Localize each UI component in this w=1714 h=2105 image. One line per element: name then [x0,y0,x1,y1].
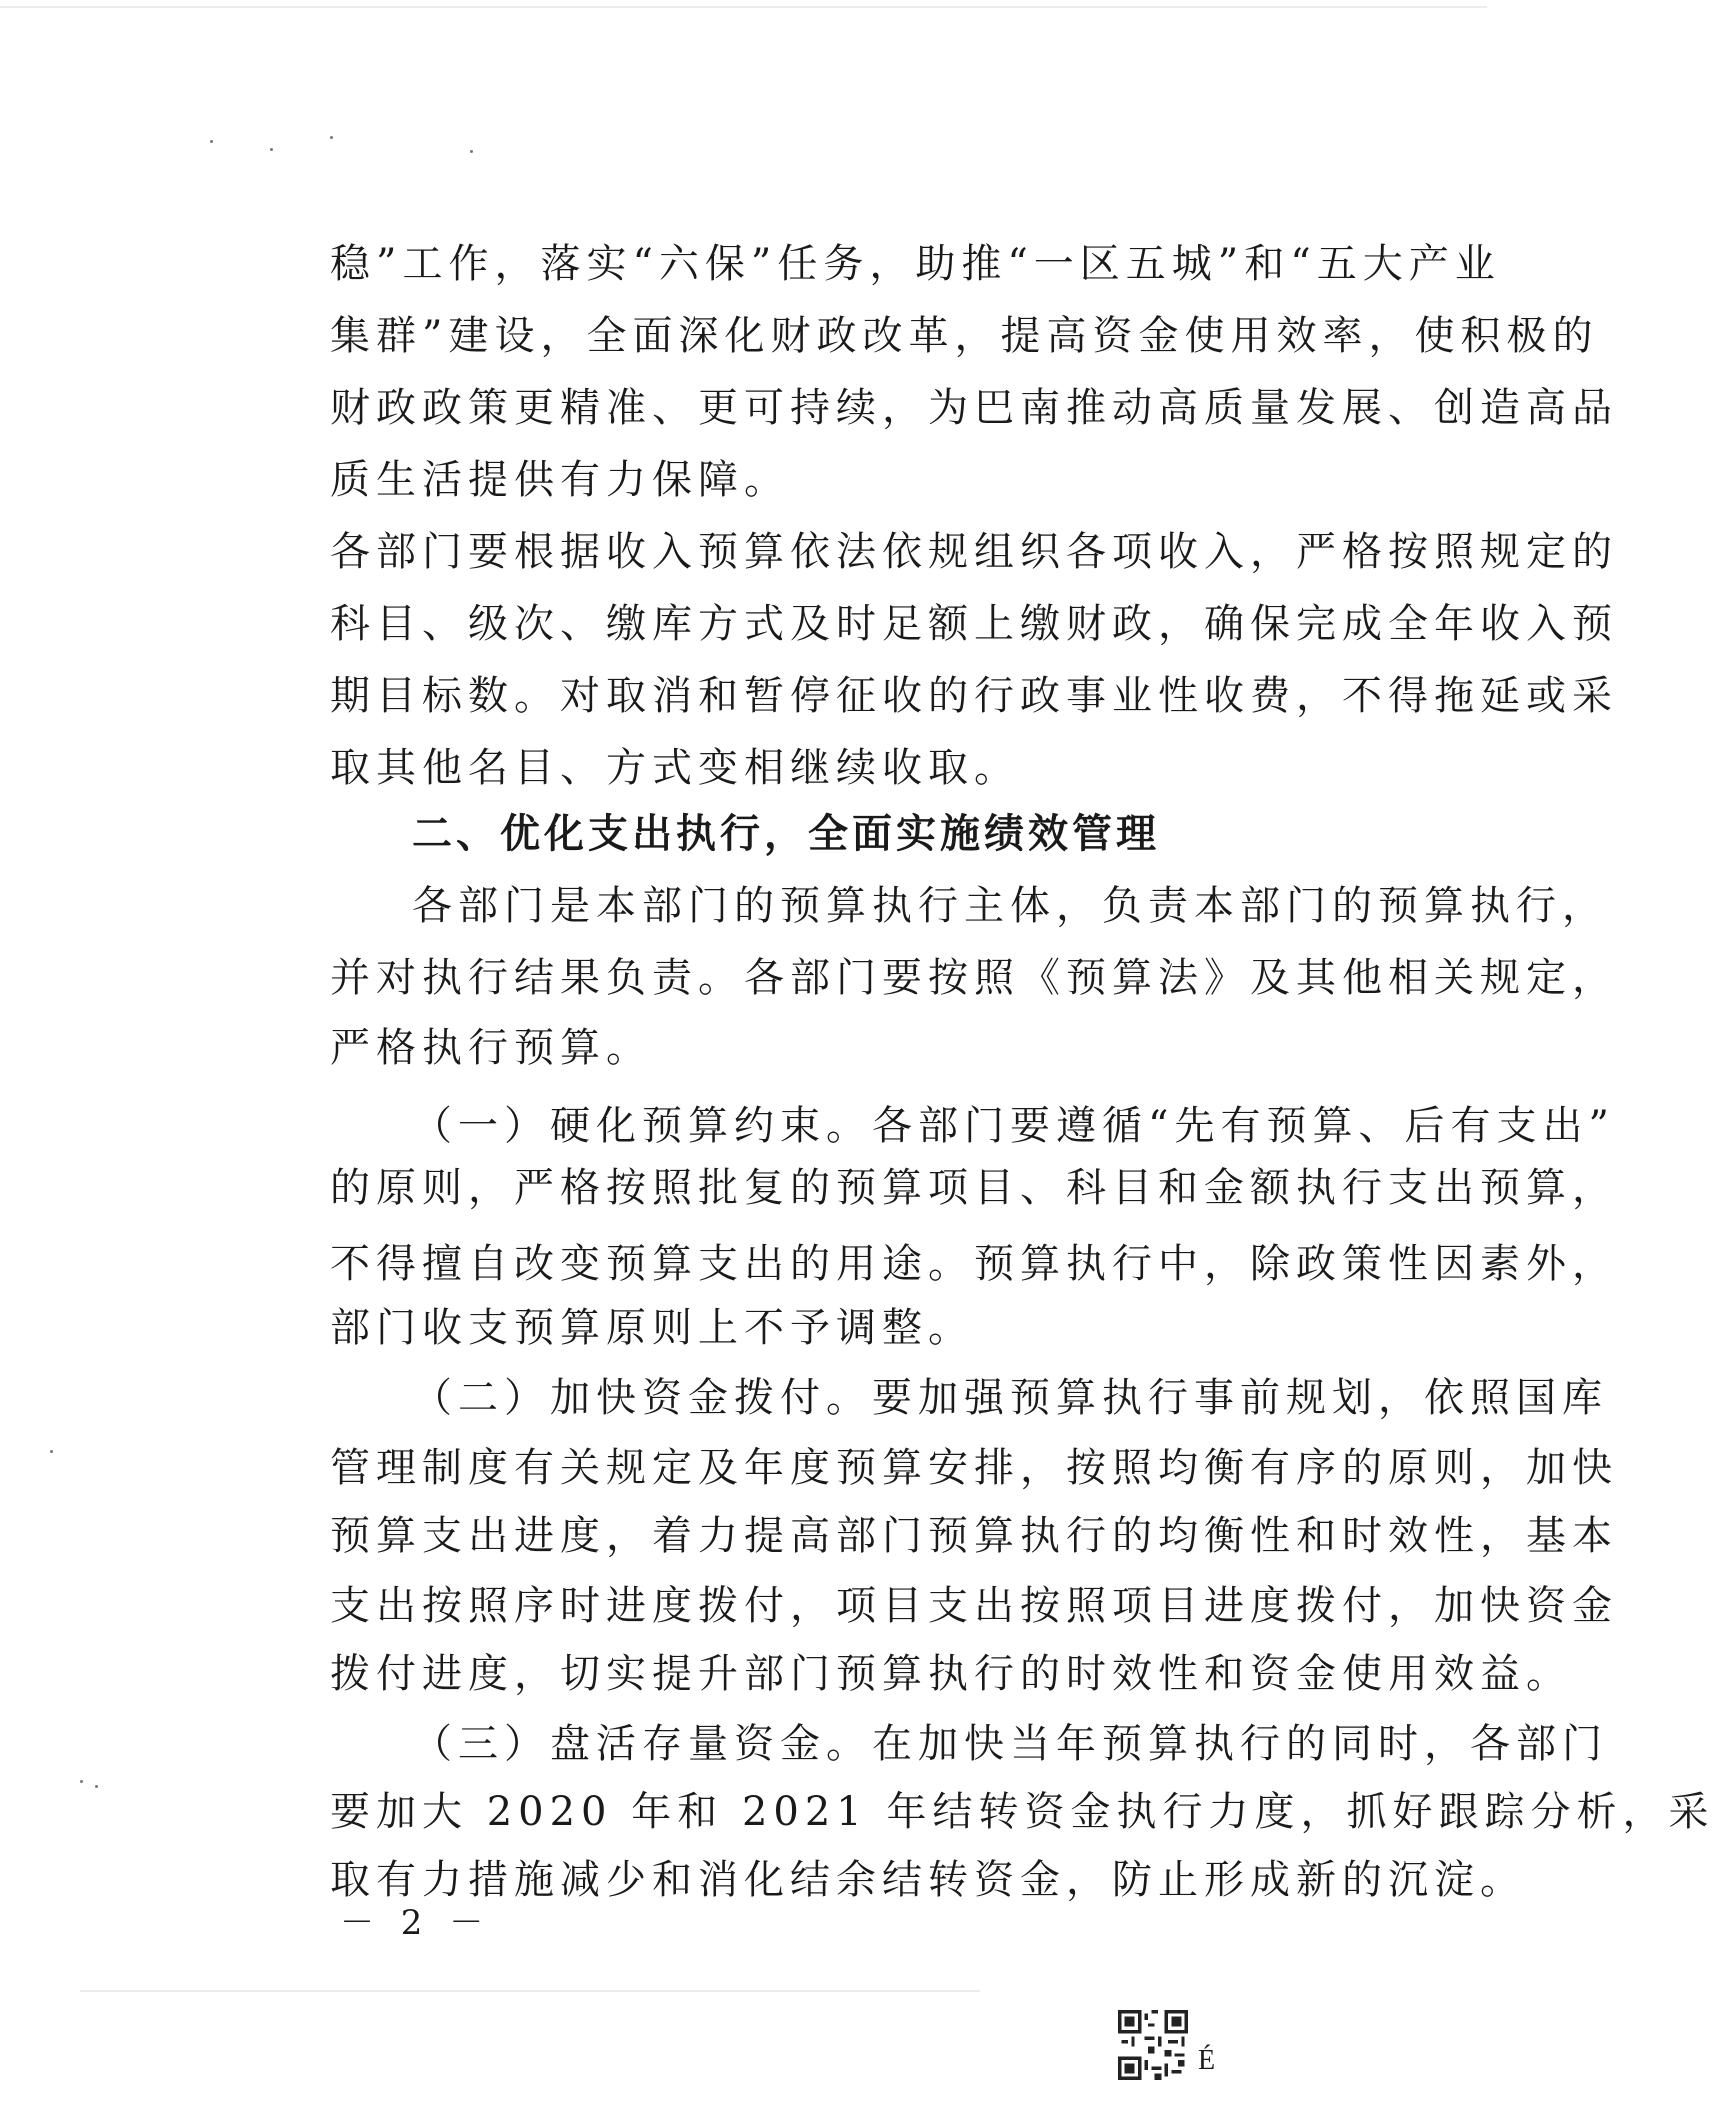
paragraph-2-line: 取其他名目、方式变相继续收取。 [330,745,1020,791]
paragraph-2-line: 各部门要根据收入预算依法依规组织各项收入，严格按照规定的 [330,529,1618,575]
paragraph-5-line: 管理制度有关规定及年度预算安排，按照均衡有序的原则，加快 [330,1445,1618,1491]
section-heading: 二、优化支出执行，全面实施绩效管理 [412,811,1160,857]
scan-speck [270,148,273,151]
paragraph-1-line: 稳”工作，落实“六保”任务，助推“一区五城”和“五大产业 [330,241,1501,287]
paragraph-5-line: 拨付进度，切实提升部门预算执行的时效性和资金使用效益。 [330,1651,1572,1697]
page-number: － 2 － [340,1903,492,1943]
scan-speck [470,150,473,153]
scan-speck [80,1780,83,1783]
paragraph-1-line: 质生活提供有力保障。 [330,457,790,503]
paragraph-5-line: 支出按照序时进度拨付，项目支出按照项目进度拨付，加快资金 [330,1583,1618,1629]
paragraph-3-line: 各部门是本部门的预算执行主体，负责本部门的预算执行， [412,883,1608,929]
qr-code-icon [1118,2010,1188,2080]
scan-speck [95,1785,98,1788]
paragraph-6-line: 要加大 2020 年和 2021 年结转资金执行力度，抓好跟踪分析，采 [330,1789,1714,1835]
paragraph-1-line: 集群”建设，全面深化财政改革，提高资金使用效率，使积极的 [330,313,1599,359]
paragraph-6-line: （三）盘活存量资金。在加快当年预算执行的同时，各部门 [412,1721,1608,1767]
paragraph-3-line: 并对执行结果负责。各部门要按照《预算法》及其他相关规定， [330,955,1618,1001]
scan-speck [330,136,333,139]
paragraph-5-line: 预算支出进度，着力提高部门预算执行的均衡性和时效性，基本 [330,1513,1618,1559]
paragraph-6-line: 取有力措施减少和消化结余结转资金，防止形成新的沉淀。 [330,1857,1526,1903]
paragraph-2-line: 期目标数。对取消和暂停征收的行政事业性收费，不得拖延或采 [330,673,1618,719]
paragraph-4-line: 的原则，严格按照批复的预算项目、科目和金额执行支出预算， [330,1165,1618,1211]
paragraph-5-line: （二）加快资金拨付。要加强预算执行事前规划，依照国库 [412,1375,1608,1421]
scan-artifact-top [0,6,1487,8]
scan-speck [210,140,213,143]
qr-trailing-mark: É [1198,2045,1216,2076]
paragraph-4-line: 部门收支预算原则上不予调整。 [330,1305,974,1351]
scan-speck [50,1450,53,1453]
paragraph-4-line: 不得擅自改变预算支出的用途。预算执行中，除政策性因素外， [330,1241,1618,1287]
paragraph-2-line: 科目、级次、缴库方式及时足额上缴财政，确保完成全年收入预 [330,601,1618,647]
paragraph-4-line: （一）硬化预算约束。各部门要遵循“先有预算、后有支出” [412,1103,1615,1149]
paragraph-1-line: 财政政策更精准、更可持续，为巴南推动高质量发展、创造高品 [330,385,1618,431]
scan-artifact-bottom [80,1990,980,1992]
paragraph-3-line: 严格执行预算。 [330,1025,652,1071]
